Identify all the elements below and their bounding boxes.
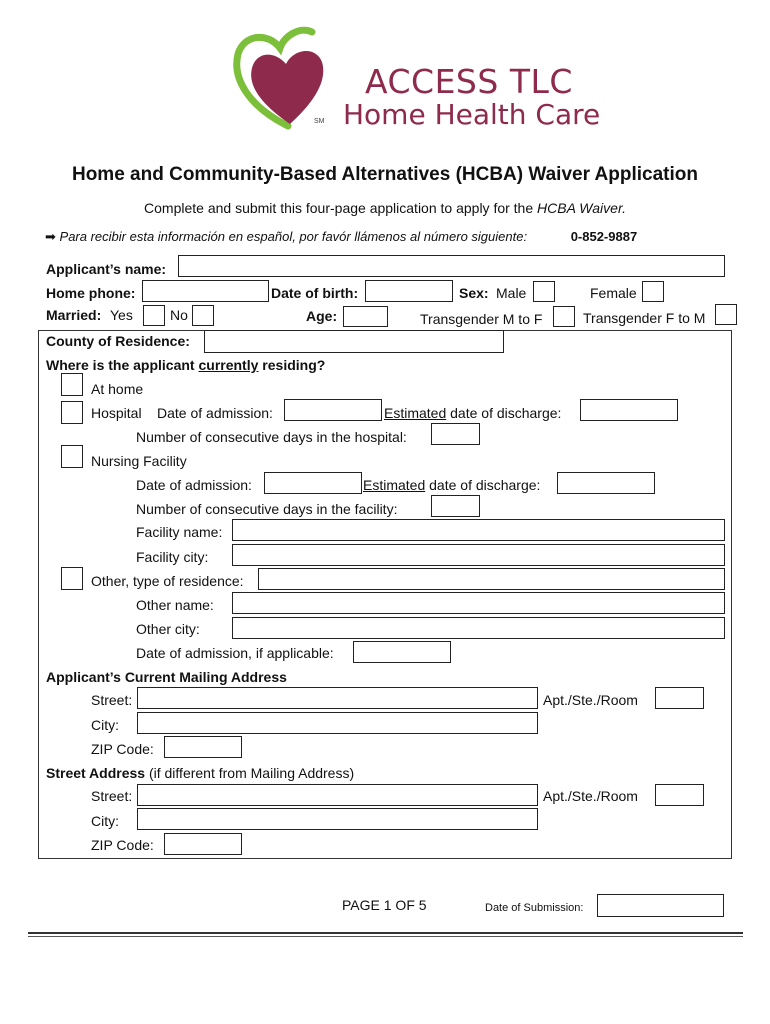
married-yes-label: Yes (110, 307, 133, 323)
other-city-label: Other city: (136, 621, 200, 637)
facility-name-label: Facility name: (136, 524, 223, 540)
footer-rule-thin (28, 936, 743, 937)
married-label: Married: (46, 307, 102, 323)
nursing-label: Nursing Facility (91, 453, 187, 469)
mailing-city-field[interactable] (137, 712, 538, 734)
hospital-label: Hospital (91, 405, 142, 421)
hospital-admission-label: Date of admission: (157, 405, 273, 421)
estimated-text-2: Estimated (363, 477, 426, 493)
hospital-discharge-label (384, 405, 561, 421)
sex-label: Sex: (459, 285, 489, 301)
other-type-label: Other, type of residence: (91, 573, 244, 589)
other-type-field[interactable] (258, 568, 725, 590)
facility-name-field[interactable] (232, 519, 725, 541)
facility-city-label: Facility city: (136, 549, 209, 565)
hospital-discharge-field[interactable] (580, 399, 678, 421)
trans-fm-checkbox[interactable] (715, 304, 737, 325)
footer-rule (28, 932, 743, 934)
question-suffix: residing? (258, 357, 326, 373)
home-phone-label: Home phone: (46, 285, 136, 301)
residence-question (46, 357, 325, 373)
street-title-note: (if different from Mailing Address) (145, 765, 355, 781)
facility-admission-label: Date of admission: (136, 477, 252, 493)
other-admission-field[interactable] (353, 641, 451, 663)
submission-date-label: Date of Submission: (485, 902, 584, 914)
instructions-italic: HCBA Waiver. (537, 200, 626, 216)
hospital-admission-field[interactable] (284, 399, 382, 421)
hospital-checkbox[interactable] (61, 401, 83, 424)
female-label: Female (590, 285, 637, 301)
facility-city-field[interactable] (232, 544, 725, 566)
facility-discharge-field[interactable] (557, 472, 655, 494)
instructions (0, 200, 770, 216)
age-label: Age: (306, 308, 338, 324)
married-no-label: No (170, 307, 188, 323)
logo-subtitle: Home Health Care (343, 98, 601, 131)
trans-fm-label: Transgender F to M (583, 310, 706, 326)
mailing-title: Applicant’s Current Mailing Address (46, 669, 287, 685)
spanish-note (45, 229, 637, 245)
female-checkbox[interactable] (642, 281, 664, 302)
street-city-field[interactable] (137, 808, 538, 830)
street-address-title (46, 765, 354, 781)
service-mark: SM (314, 118, 325, 125)
trans-mf-checkbox[interactable] (553, 306, 575, 327)
hospital-days-label: Number of consecutive days in the hospital: (136, 429, 407, 445)
street-zip-label: ZIP Code: (91, 837, 154, 853)
dob-field[interactable] (365, 280, 453, 302)
county-field[interactable] (204, 330, 504, 353)
county-label: County of Residence: (46, 333, 190, 349)
discharge-text-2: date of discharge: (425, 477, 541, 493)
dob-label: Date of birth: (271, 285, 359, 301)
other-checkbox[interactable] (61, 567, 83, 590)
question-underlined: currently (198, 357, 259, 373)
street-apt-label: Apt./Ste./Room (543, 788, 638, 804)
nursing-checkbox[interactable] (61, 445, 83, 468)
mailing-street-field[interactable] (137, 687, 538, 709)
street-title-bold: Street Address (46, 765, 146, 781)
other-admission-label: Date of admission, if applicable: (136, 645, 334, 661)
mailing-zip-label: ZIP Code: (91, 741, 154, 757)
arrow-right-icon: ➡ (45, 229, 56, 244)
at-home-label: At home (91, 381, 144, 397)
page-number: PAGE 1 OF 5 (342, 897, 427, 913)
facility-days-label: Number of consecutive days in the facility: (136, 501, 398, 517)
question-prefix: Where is the applicant (46, 357, 199, 373)
mailing-city-label: City: (91, 717, 119, 733)
submission-date-field[interactable] (597, 894, 724, 917)
facility-days-field[interactable] (431, 495, 480, 517)
married-no-checkbox[interactable] (192, 305, 214, 326)
age-field[interactable] (343, 306, 388, 327)
home-phone-field[interactable] (142, 280, 269, 302)
facility-discharge-label (363, 477, 540, 493)
street-street-field[interactable] (137, 784, 538, 806)
other-name-field[interactable] (232, 592, 725, 614)
street-apt-field[interactable] (655, 784, 704, 806)
mailing-zip-field[interactable] (164, 736, 242, 758)
logo-title: ACCESS TLC (365, 62, 573, 101)
other-name-label: Other name: (136, 597, 214, 613)
spanish-note-text: Para recibir esta información en español, por favór llámenos al número siguiente: (59, 229, 528, 244)
other-city-field[interactable] (232, 617, 725, 639)
mailing-street-label: Street: (91, 692, 133, 708)
hospital-days-field[interactable] (431, 423, 480, 445)
male-label: Male (496, 285, 527, 301)
page-title: Home and Community-Based Alternatives (HCBA) Waiver Application (71, 164, 699, 185)
street-street-label: Street: (91, 788, 133, 804)
applicant-name-field[interactable] (178, 255, 725, 277)
male-checkbox[interactable] (533, 281, 555, 302)
instructions-text: Complete and submit this four-page application to apply for the (144, 200, 538, 216)
logo (228, 26, 601, 136)
trans-mf-label: Transgender M to F (420, 311, 543, 327)
married-yes-checkbox[interactable] (143, 305, 165, 326)
applicant-name-label: Applicant’s name: (46, 261, 167, 277)
phone-suffix: 0-852-9887 (570, 229, 638, 244)
at-home-checkbox[interactable] (61, 373, 83, 396)
street-zip-field[interactable] (164, 833, 242, 855)
estimated-text: Estimated (384, 405, 447, 421)
mailing-apt-label: Apt./Ste./Room (543, 692, 638, 708)
mailing-apt-field[interactable] (655, 687, 704, 709)
street-city-label: City: (91, 813, 119, 829)
discharge-text: date of discharge: (446, 405, 562, 421)
facility-admission-field[interactable] (264, 472, 362, 494)
